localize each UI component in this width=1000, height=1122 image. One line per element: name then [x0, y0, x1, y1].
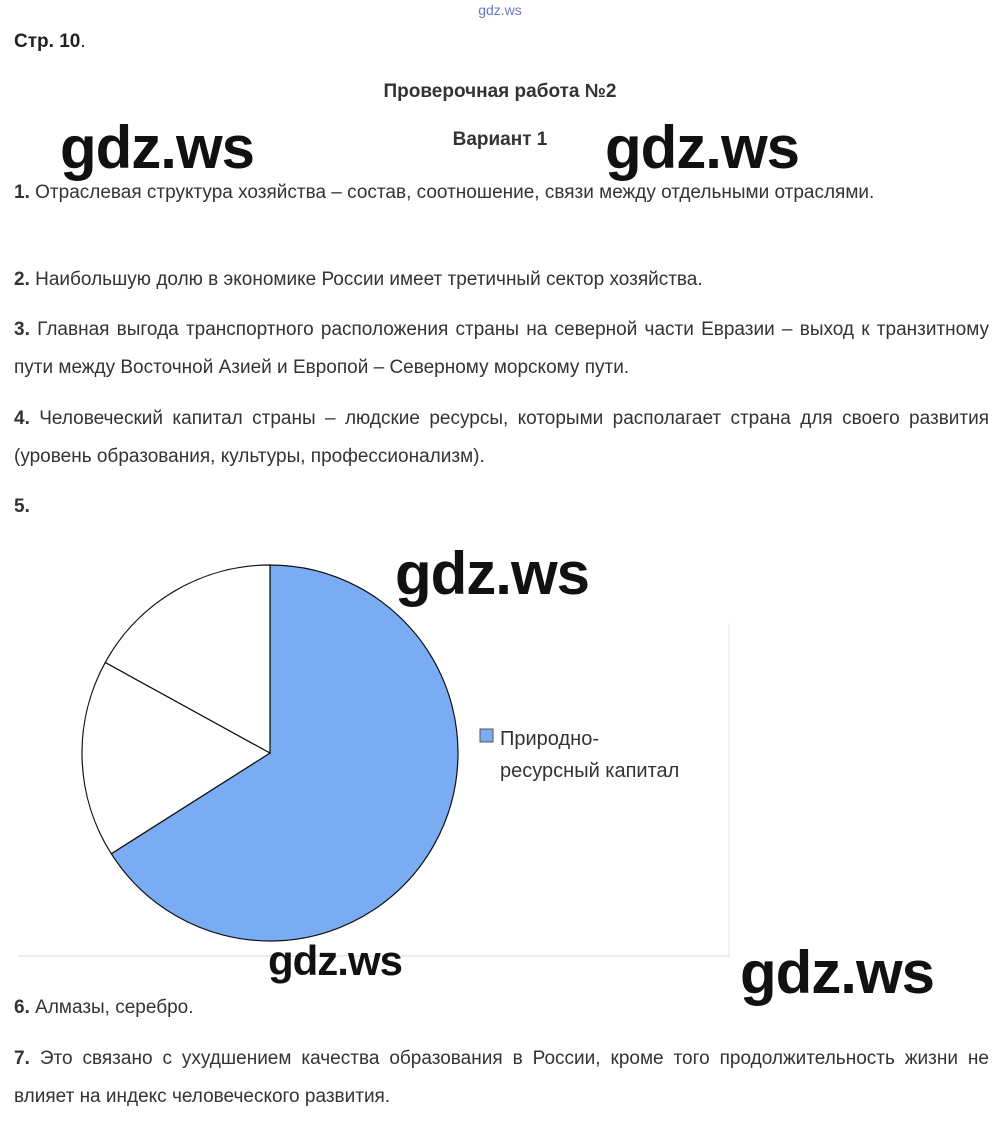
legend-label-line-2: ресурсный капитал	[500, 760, 680, 782]
pie-slices	[82, 565, 458, 941]
answer-number: 3.	[14, 319, 30, 340]
answer-number: 4.	[14, 408, 30, 429]
answer-number: 6.	[14, 997, 30, 1018]
answer-text: Человеческий капитал страны – людские ресурсы, которыми располагает страна для своего развития (уровень образования, культуры, профессионализм).	[14, 408, 990, 467]
pie-chart	[18, 543, 730, 958]
watermark: gdz.ws	[268, 937, 403, 984]
answer-text: Главная выгода транспортного расположения страны на северной части Евразии – выход к транзитному пути между Восточной Азией и Европой – Северному морскому пути.	[14, 319, 989, 378]
answer-number: 2.	[14, 269, 30, 290]
site-top-link[interactable]: gdz.ws	[478, 2, 522, 18]
legend-label-line-1: Природно-	[500, 728, 599, 750]
answer-text: Наибольшую долю в экономике России имеет третичный сектор хозяйства.	[35, 269, 703, 290]
page-label: Стр. 10	[14, 31, 81, 52]
answer-2	[14, 261, 989, 299]
answer-text: Алмазы, серебро.	[35, 997, 194, 1018]
page-label-suffix: .	[80, 31, 86, 52]
answer-7	[14, 1040, 989, 1116]
watermark: gdz.ws	[395, 540, 590, 607]
answer-4	[14, 400, 989, 476]
answer-text: Это связано с ухудшением качества образования в России, кроме того продолжительность жизни не влияет на индекс человеческого развития.	[14, 1048, 989, 1107]
page-title: Проверочная работа №2	[383, 81, 617, 102]
page-number	[14, 31, 86, 53]
answer-5	[14, 488, 989, 526]
variant-heading: Вариант 1	[452, 129, 548, 150]
answer-3	[14, 311, 989, 387]
legend-swatch	[480, 729, 493, 742]
answer-text: Отраслевая структура хозяйства – состав, соотношение, связи между отдельными отраслями.	[35, 182, 875, 203]
answer-number: 7.	[14, 1048, 30, 1069]
answer-number: 1.	[14, 182, 30, 203]
answer-number: 5.	[14, 496, 30, 517]
watermark: gdz.ws	[60, 114, 255, 181]
watermark: gdz.ws	[740, 939, 935, 1006]
watermark: gdz.ws	[605, 114, 800, 181]
legend-label	[500, 723, 679, 787]
